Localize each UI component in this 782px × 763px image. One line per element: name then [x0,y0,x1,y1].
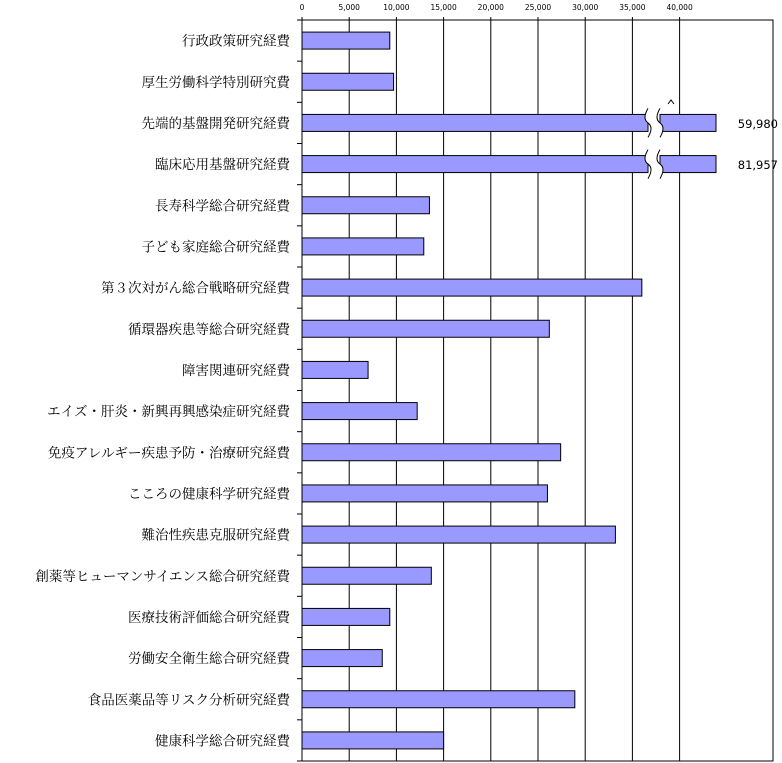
bar [302,279,642,296]
category-label: 臨床応用基盤研究経費 [155,157,290,174]
category-label: 第３次対がん総合戦略研究経費 [101,280,290,297]
bar [302,567,431,584]
category-label: 免疫アレルギー疾患予防・治療研究経費 [47,445,290,462]
bar [302,650,382,667]
category-label: 循環器疾患等総合研究経費 [128,321,290,338]
category-label: エイズ・肝炎・新興再興感染症研究経費 [47,404,290,421]
category-label: 厚生労働科学特別研究費 [141,74,290,91]
category-label: 食品医薬品等リスク分析研究経費 [87,692,290,709]
data-label: 59,980 [737,116,778,131]
category-label: 医療技術評価総合研究経費 [128,609,290,626]
category-label: 行政政策研究経費 [182,33,290,50]
bar [302,114,648,131]
bar [302,73,394,90]
bar [302,526,615,543]
category-label: こころの健康科学研究経費 [128,486,290,503]
bar [302,403,417,420]
x-tick-label: 5,000 [338,3,360,12]
x-tick-label: 30,000 [572,3,599,12]
x-tick-label: 15,000 [430,3,457,12]
bar [302,320,549,337]
category-label: 難治性疾患克服研究経費 [141,527,290,544]
x-tick-label: 35,000 [619,3,646,12]
x-tick-label: 20,000 [477,3,504,12]
bar [302,608,390,625]
x-tick-label: 0 [299,3,305,12]
x-tick-label: 25,000 [524,3,552,12]
bar [302,691,575,708]
category-label: 障害関連研究経費 [182,362,290,379]
bar [302,197,429,214]
x-tick-label: 10,000 [383,3,410,12]
category-label: 創薬等ヒューマンサイエンス総合研究経費 [35,568,290,585]
x-tick-label: 40,000 [666,3,693,12]
category-label: 労働安全衛生総合研究経費 [128,651,290,668]
bar-continued [660,156,716,173]
bar-continued [660,114,716,131]
bar [302,485,547,502]
bar [302,32,390,49]
category-label: 健康科学総合研究経費 [155,733,290,750]
bar [302,238,424,255]
category-label: 子ども家庭総合研究経費 [141,239,290,256]
category-label: 先端的基盤開発研究経費 [141,115,290,132]
bar [302,732,444,749]
bar [302,361,368,378]
bar [302,156,648,173]
category-label: 長寿科学総合研究経費 [155,198,290,215]
bar [302,444,561,461]
data-label: 81,957 [737,158,778,173]
